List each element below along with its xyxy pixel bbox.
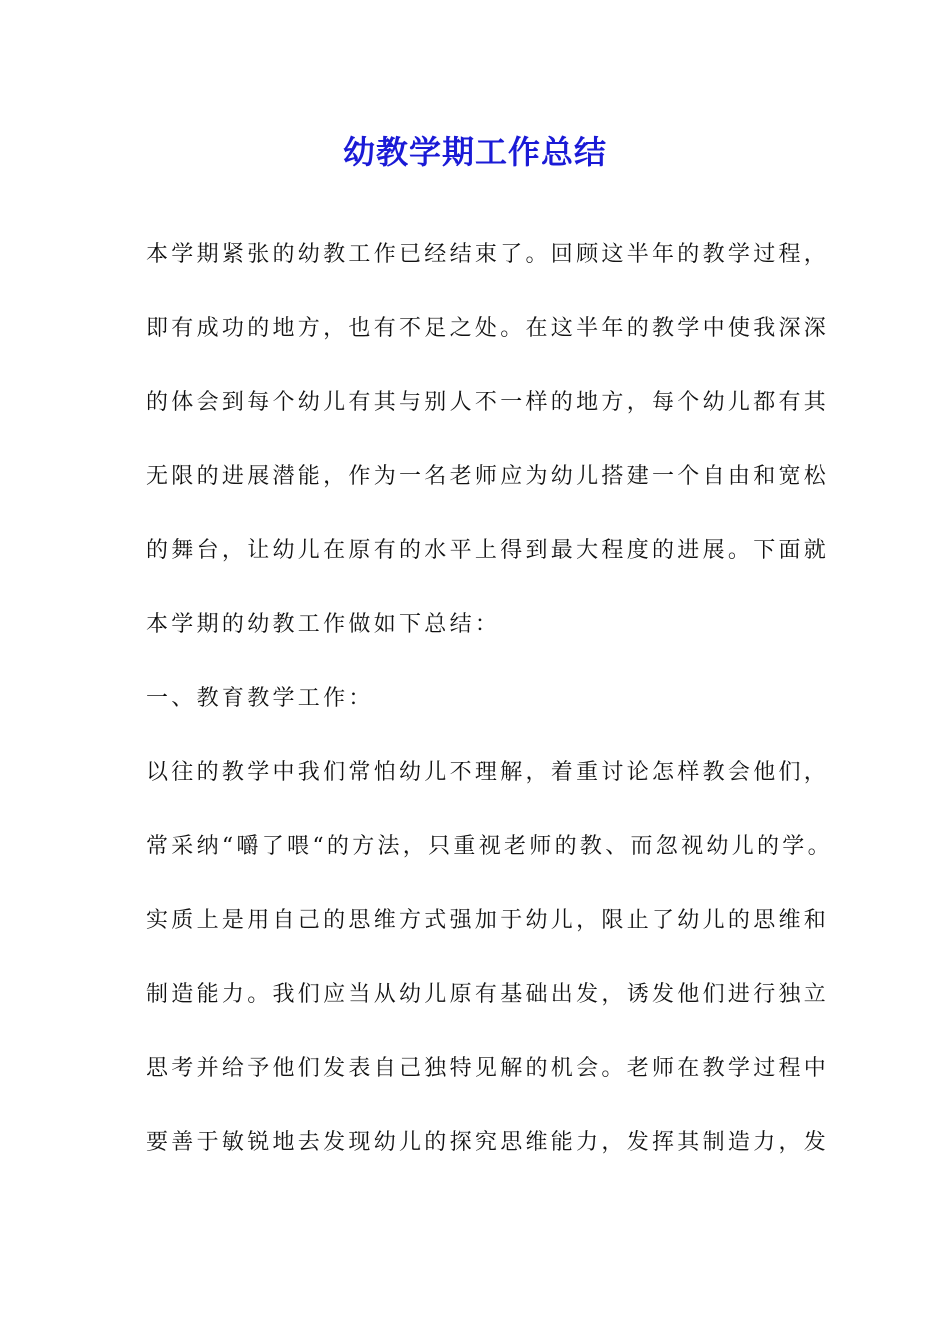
paragraph-line-12: 要善于敏锐地去发现幼儿的探究思维能力，发挥其制造力，发 — [146, 1130, 830, 1155]
paragraph-line-8: 常采纳“嚼了喂“的方法，只重视老师的教、而忽视幼儿的学。 — [146, 834, 833, 859]
paragraph-line-6: 本学期的幼教工作做如下总结： — [146, 612, 501, 637]
paragraph-line-3: 的体会到每个幼儿有其与别人不一样的地方，每个幼儿都有其 — [146, 390, 830, 415]
paragraph-line-7: 以往的教学中我们常怕幼儿不理解，着重讨论怎样教会他们， — [146, 760, 830, 785]
paragraph-line-2: 即有成功的地方，也有不足之处。在这半年的教学中使我深深 — [146, 316, 830, 341]
paragraph-line-1: 本学期紧张的幼教工作已经结束了。回顾这半年的教学过程， — [146, 242, 830, 267]
paragraph-line-9: 实质上是用自己的思维方式强加于幼儿，限止了幼儿的思维和 — [146, 908, 830, 933]
section-heading-1: 一、教育教学工作： — [146, 686, 374, 711]
document-title: 幼教学期工作总结 — [342, 133, 607, 171]
paragraph-line-4: 无限的进展潜能，作为一名老师应为幼儿搭建一个自由和宽松 — [146, 464, 830, 489]
paragraph-line-10: 制造能力。我们应当从幼儿原有基础出发，诱发他们进行独立 — [146, 982, 830, 1007]
paragraph-line-11: 思考并给予他们发表自己独特见解的机会。老师在教学过程中 — [146, 1056, 830, 1081]
paragraph-line-5: 的舞台，让幼儿在原有的水平上得到最大程度的进展。下面就 — [146, 538, 830, 563]
